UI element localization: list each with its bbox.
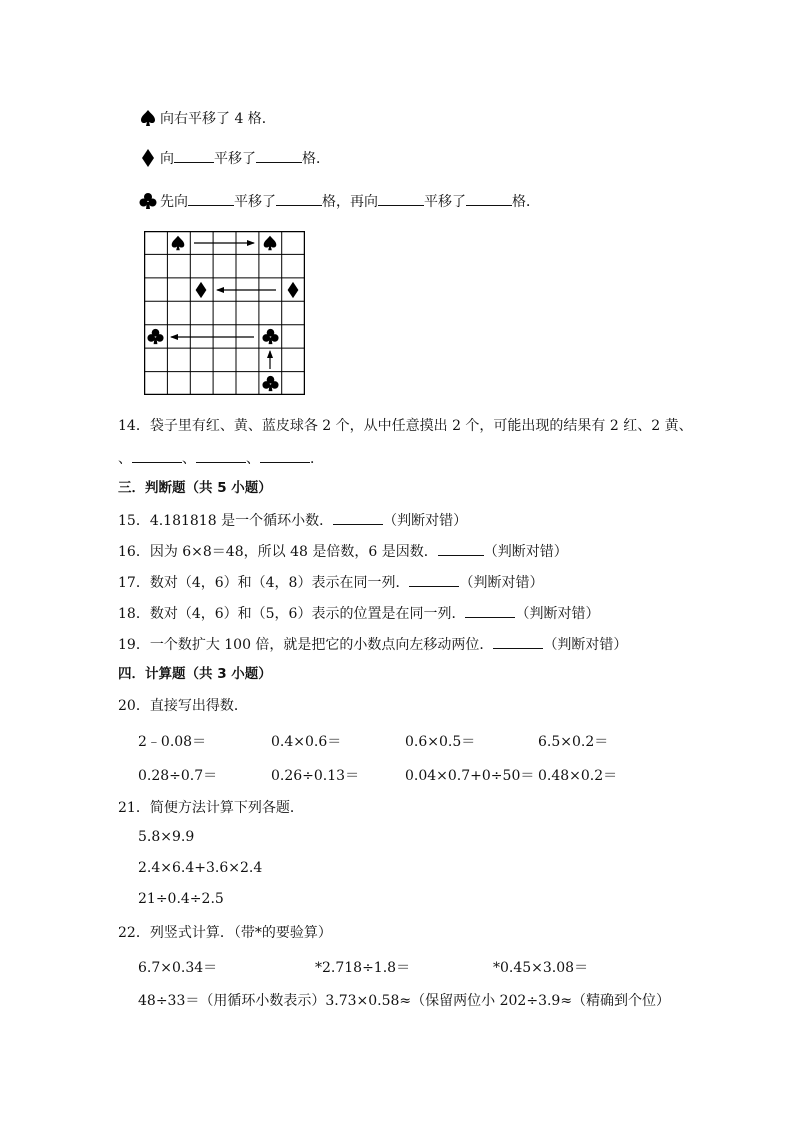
q14-answers: 、 、 、 ．: [118, 448, 324, 468]
answer-blank[interactable]: [260, 448, 310, 463]
q14-text: 14．袋子里有红、黄、蓝皮球各 2 个，从中任意摸出 2 个，可能出现的结果有 2 红、2 黄、: [118, 418, 693, 434]
q20-expr: 0.26÷0.13＝: [271, 768, 360, 784]
answer-blank[interactable]: [409, 572, 459, 587]
q18: 18．数对（4，6）和（5，6）表示的位置是在同一列． （判断对错）: [118, 603, 599, 623]
answer-blank[interactable]: [276, 191, 322, 206]
q21-expr: 2.4×6.4+3.6×2.4: [138, 860, 263, 876]
q21-expr: 5.8×9.9: [138, 829, 195, 845]
q22-expr: 6.7×0.34＝: [138, 960, 218, 976]
q22-expr-row2: 48÷33＝（用循环小数表示）3.73×0.58≈（保留两位小 202÷3.9≈（精确到个位）: [138, 993, 671, 1009]
q20-expr: 0.04×0.7+0÷50＝: [405, 768, 535, 784]
q13-diamond-line: 向 平移了 格．: [138, 148, 330, 168]
grid-diamond-icon: [288, 282, 299, 298]
grid-spade-icon: [264, 236, 277, 250]
q20-expr: 0.28÷0.7＝: [138, 768, 218, 784]
answer-blank[interactable]: [465, 603, 515, 618]
answer-blank[interactable]: [196, 448, 246, 463]
q21-title: 21．简便方法计算下列各题．: [118, 800, 304, 816]
answer-blank[interactable]: [256, 148, 302, 163]
q20-title: 20．直接写出得数．: [118, 698, 248, 714]
grid-lines: [144, 231, 305, 395]
q17: 17．数对（4，6）和（4，8）表示在同一列． （判断对错）: [118, 572, 543, 592]
grid-club-icon: [147, 329, 163, 344]
answer-blank[interactable]: [132, 448, 182, 463]
grid-diamond-icon: [196, 282, 207, 298]
club-icon: [138, 191, 158, 211]
answer-blank[interactable]: [188, 191, 234, 206]
grid-spade-icon: [172, 236, 185, 250]
spade-icon: [138, 108, 158, 128]
q21-expr: 21÷0.4÷2.5: [138, 891, 224, 907]
q19: 19．一个数扩大 100 倍，就是把它的小数点向左移动两位． （判断对错）: [118, 634, 627, 654]
answer-blank[interactable]: [378, 191, 424, 206]
answer-blank[interactable]: [333, 510, 383, 525]
q16: 16．因为 6×8＝48，所以 48 是倍数，6 是因数． （判断对错）: [118, 541, 568, 561]
q22-expr: *2.718÷1.8＝: [315, 960, 411, 976]
answer-blank[interactable]: [438, 541, 484, 556]
q20-expr: 2﹣0.08＝: [138, 734, 207, 750]
answer-blank[interactable]: [493, 634, 543, 649]
q20-expr: 0.4×0.6＝: [271, 734, 342, 750]
section-4-title: 四．计算题（共 3 小题）: [118, 666, 272, 682]
q20-expr: 6.5×0.2＝: [538, 734, 609, 750]
q20-expr: 0.48×0.2＝: [538, 768, 618, 784]
q22-title: 22．列竖式计算．（带*的要验算）: [118, 925, 332, 941]
diamond-icon: [138, 148, 158, 168]
q13-spade-line: 向右平移了 4 格．: [138, 108, 276, 128]
q15: 15．4.181818 是一个循环小数． （判断对错）: [118, 510, 467, 530]
grid-club-icon: [262, 376, 278, 391]
q20-expr: 0.6×0.5＝: [405, 734, 476, 750]
translation-grid-figure: [144, 231, 305, 395]
q13-club-line: 先向 平移了 格，再向 平移了 格．: [138, 191, 540, 211]
answer-blank[interactable]: [174, 148, 214, 163]
grid-club-icon: [262, 329, 278, 344]
section-3-title: 三．判断题（共 5 小题）: [118, 480, 272, 496]
q22-expr: *0.45×3.08＝: [493, 960, 589, 976]
answer-blank[interactable]: [466, 191, 512, 206]
